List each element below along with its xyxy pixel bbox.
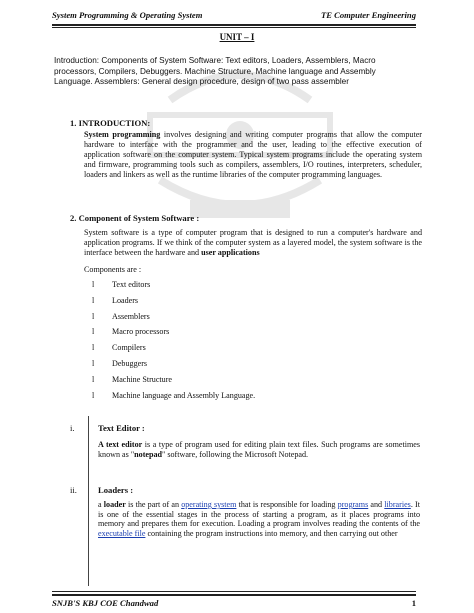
bullet-marker: l [92,358,95,368]
unit-title: UNIT – I [219,32,255,42]
operating-system-link[interactable]: operating system [181,500,237,509]
executable-file-link[interactable]: executable file [98,529,146,539]
bullet-marker: l [92,280,95,289]
introduction-body: involves designing and writing computer programs that allow the computer hardware to interface with the programmer and the user, leading to the effective execution of application software on the computer system. Typical system programs include the operating system and firmware, programming tools such as compilers, assemblers, I/O routines, interpreters, scheduler, loaders and linkers as well as the runtime libraries of the computer programming languages. [84,130,422,179]
term-system-programming: System programming [84,130,161,139]
system-software-body: System software is a type of computer program that is designed to run a computer's hardware and application programs. If we think of the computer system as a layered model, the system software is the interface between the hardware and [84,228,422,257]
footer-college-name: SNJB'S KBJ COE Chandwad [52,598,159,608]
bullet-marker: l [92,295,95,305]
loaders-paragraph: a loader is the part of an operating system that is responsible for loading programs and libraries. It is one of the essential stages in the process of starting a program, as it places programs into memory and prepares them for execution. Loading a program involves reading the contents of the executable file containing the program instructions into memory, and then carrying out other [98,500,420,539]
heading-text-editor: Text Editor : [98,423,145,433]
item-numeral-i: i. [70,423,75,433]
header-course-title: System Programming & Operating System [52,10,203,20]
header-rule [52,24,416,26]
term-user-applications: user applications [201,247,260,257]
system-software-paragraph [84,228,422,258]
bullet-marker: l [92,390,95,400]
item-numeral-ii: ii. [70,485,77,495]
components-label: Components are : [84,265,142,274]
unit-syllabus-intro: Introduction: Components of System Software: Text editors, Loaders, Assemblers, Macro processors, Compilers, Debuggers. Machine Structure, Machine language and Assembly Language. Assemblers: General design procedure, design of two pass assembler [54,56,376,87]
bullet-marker: l [92,327,95,337]
bullet-marker: l [92,374,95,384]
section-heading-introduction: 1. INTRODUCTION: [70,118,151,128]
heading-loaders: Loaders : [98,485,134,495]
page-number: 1 [411,598,416,608]
introduction-paragraph [84,130,422,180]
footer-rule-thin [52,591,416,592]
header-department: TE Computer Engineering [320,10,416,20]
bullet-marker: l [92,311,95,321]
page-header [52,10,416,24]
text-editor-paragraph: A text editor is a type of program used for editing plain text files. Such programs are sometimes known as "notepad" software, following the Microsoft Notepad. [98,440,420,459]
section-heading-components: 2. Component of System Software : [70,213,200,223]
term-text-editor: A text editor [98,440,143,449]
bullet-marker: l [92,343,95,353]
libraries-link[interactable]: libraries [384,500,411,509]
document-page: System Programming & Operating System TE Computer Engineering UNIT – I Introduction: Components of System Software: Text editors, Loaders, Assemblers, Macro processors, Compilers, Debuggers. Machine Structure, Machine language and Assembly Language. Assemblers: General design procedure, design of two pass assembler 1. INTRODUCTION: System programming involves designing and writing computer programs that allow the computer hardware to interface with the programmer and the user, leading to the effective execution of application software on the computer system. Typical system programs include the operating system and firmware, programming tools such as compilers, assemblers, I/O routines, interpreters, scheduler, loaders and linkers as well as the runtime libraries of the computer programming languages. 2. Component of System Software : System software is a type of computer program that is designed to run a computer's hardware and application programs. If we think of the computer system as a layered model, the system software is the interface between the hardware and user applications Components are : l Text editors l Loaders l Assemblers l Macro processors l Compilers l Debuggers l Machine Structure l Machine language and Assembly Language. i. Text Editor : A text editor is a type of program used for editing plain text files. Such programs are sometimes known as "notepad" software, following the Microsoft Notepad. ii. Loaders : a loader is the part of an operating system that is responsible for loading programs and libraries. It is one of the essential stages in the process of starting a program, as it places programs into memory and prepares them for execution. Loading a program involves reading the contents of the executable file containing the program instructions into memory, and then carrying out other SNJB'S KBJ COE Chandwad 1 [0,0,474,613]
programs-link[interactable]: programs [337,500,369,509]
header-rule-thin [52,27,416,28]
term-notepad: notepad [134,449,163,459]
footer-rule [52,594,416,596]
term-loader: loader [103,500,126,509]
